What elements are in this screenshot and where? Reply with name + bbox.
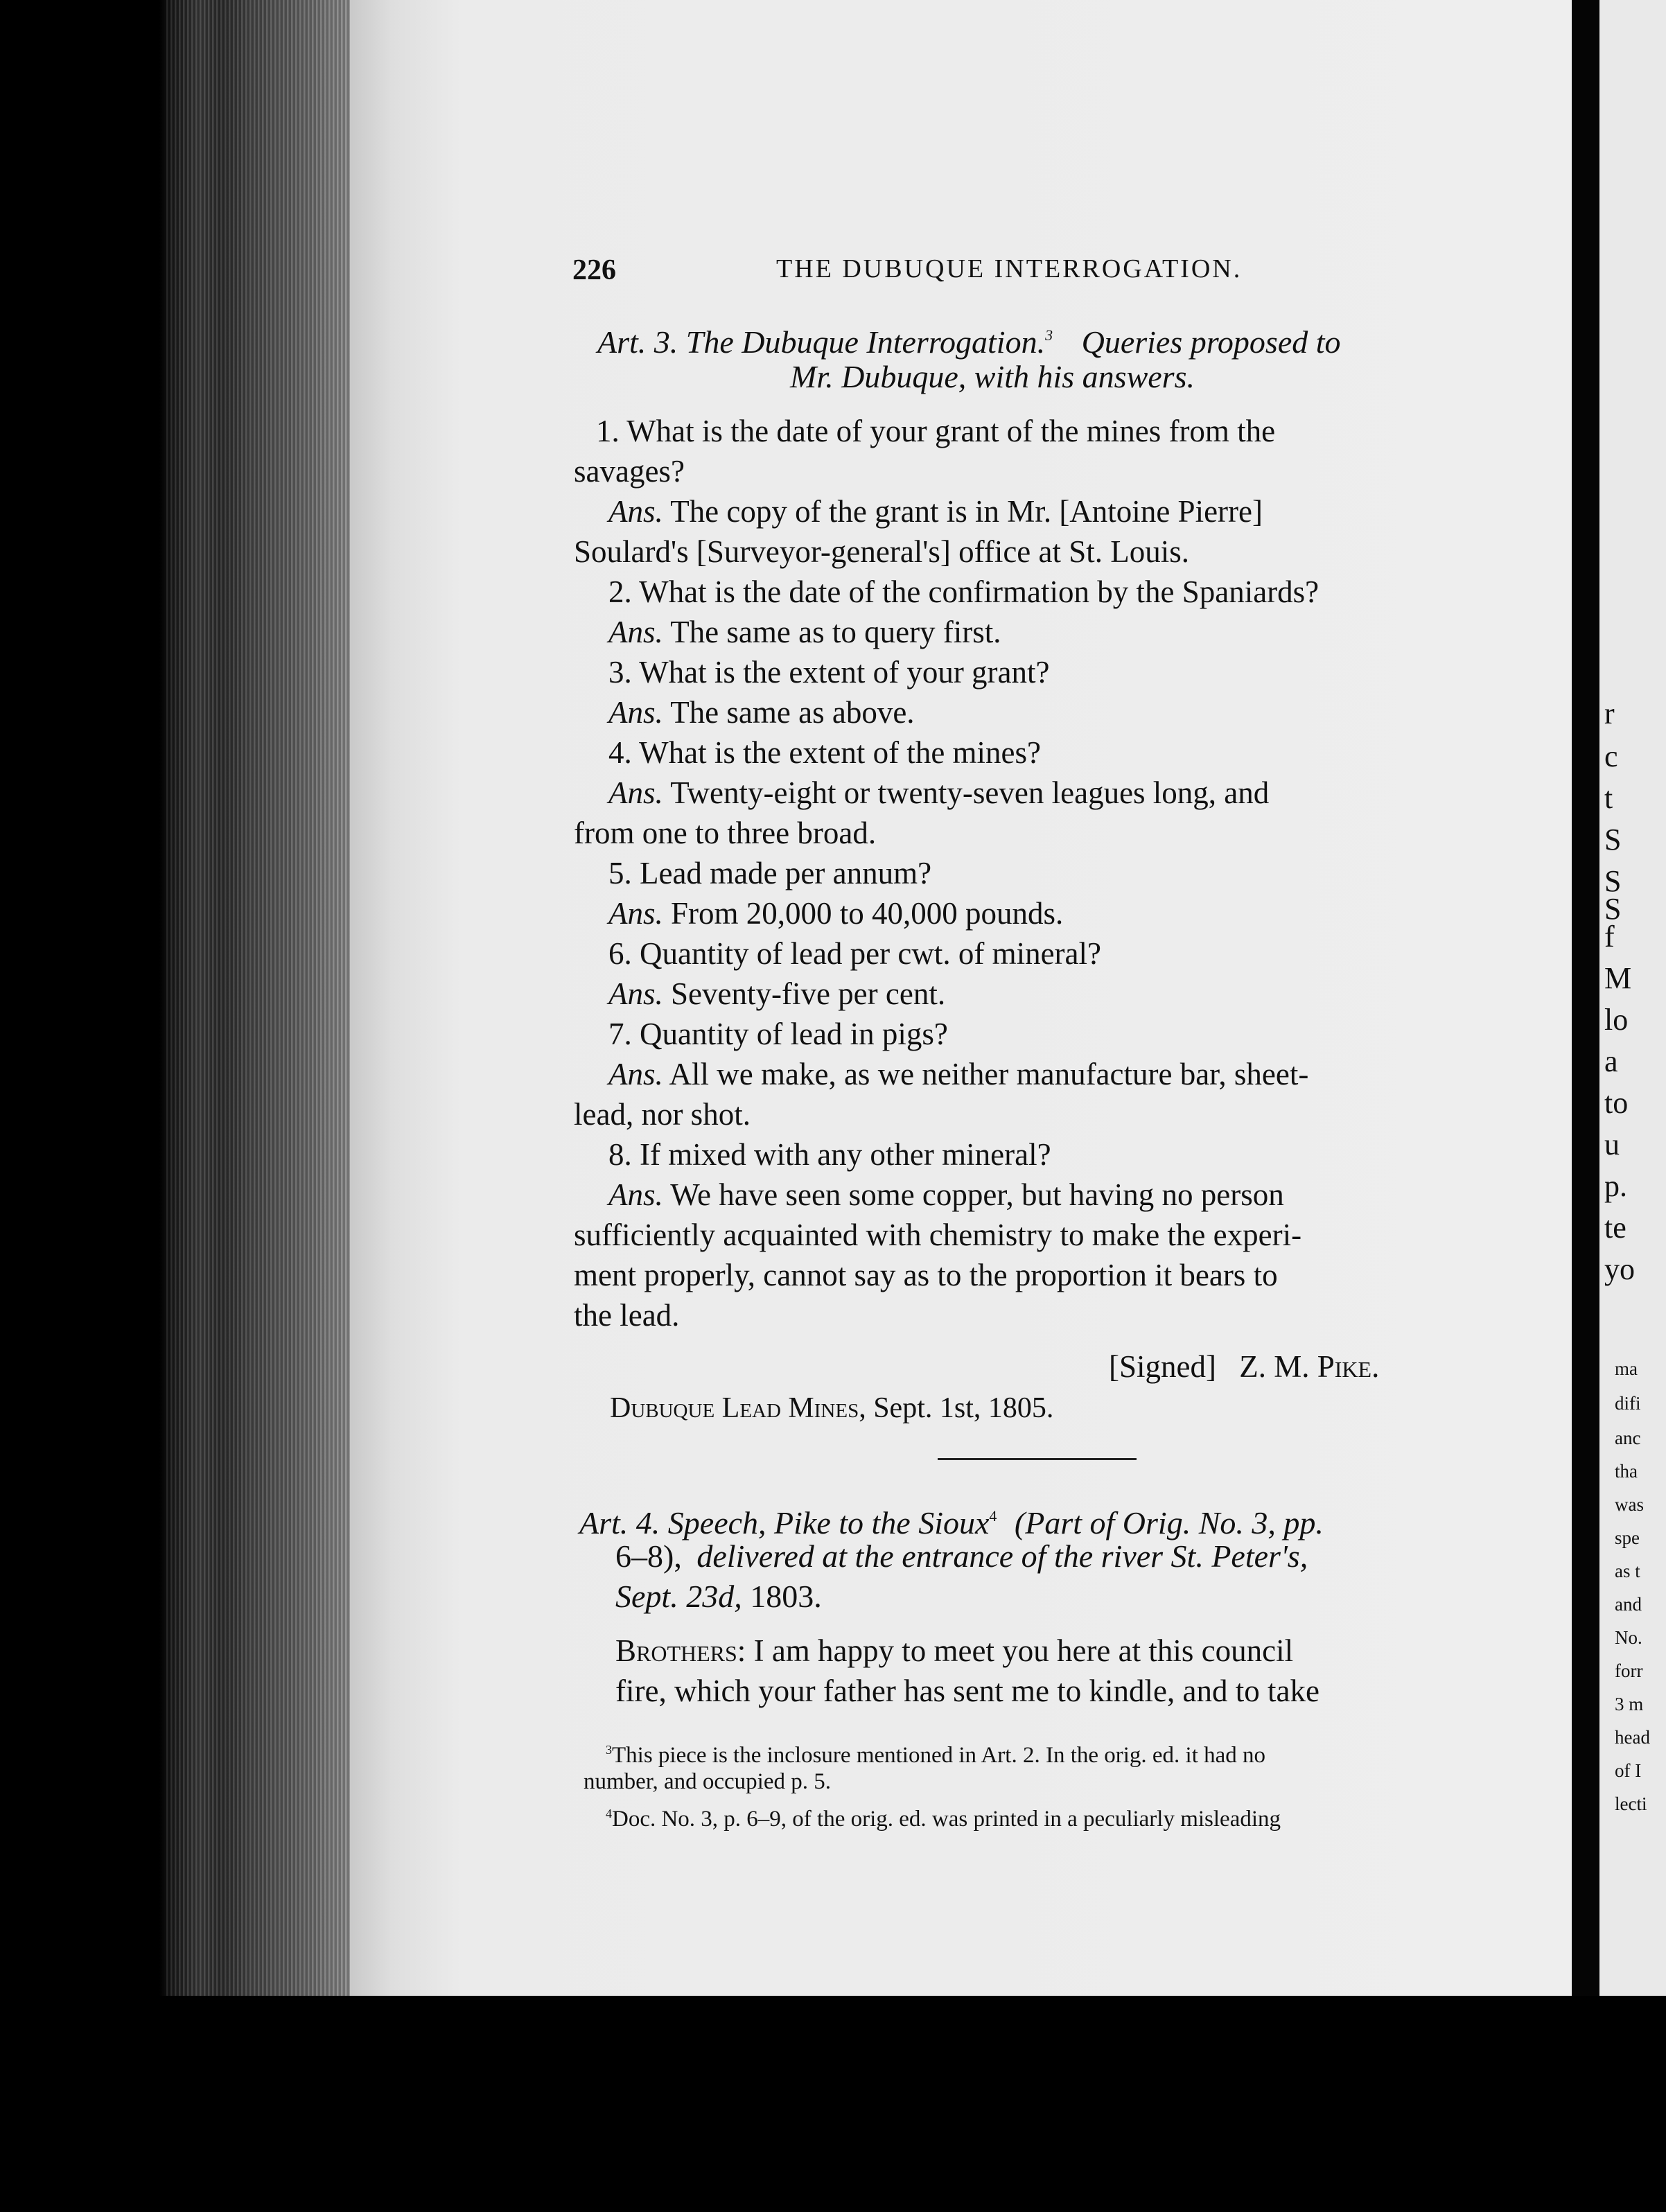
qa-line: 6. Quantity of lead per cwt. of mineral? [608,936,1101,971]
right-page-note: ma [1615,1358,1638,1379]
right-page-note: forr [1615,1660,1643,1681]
art4-heading-line2 [615,1537,1308,1576]
art4-year: 1803. [750,1579,822,1614]
footnote-3-line2: number, and occupied p. 5. [584,1769,831,1794]
qa-line [608,974,945,1013]
right-page-note: was [1615,1494,1644,1515]
speech-lead: Brothers: [615,1633,746,1668]
book-gutter [1572,0,1599,2212]
qa-line: sufficiently acquainted with chemistry to make the experi- [574,1218,1302,1252]
right-page-fragment: r [1604,696,1615,730]
right-page-note: and [1615,1594,1642,1615]
qa-line: lead, nor shot. [574,1097,751,1132]
art3-heading-title: Art. 3. The Dubuque Interrogation. [597,324,1046,360]
ans-label: Ans. [608,1177,663,1212]
footnote-text: This piece is the inclosure mentioned in Art. 2. In the orig. ed. it had no [612,1743,1266,1768]
right-page-note: head [1615,1727,1650,1748]
signature [1109,1347,1379,1386]
scan-border [0,1996,1666,2212]
art4-delivered: delivered at the entrance of the river St. Peter's, [696,1538,1308,1574]
running-title: THE DUBUQUE INTERROGATION. [776,254,1243,283]
right-page-fragment: S [1604,864,1622,898]
right-page-fragment: S [1604,823,1622,857]
right-page-fragment: t [1604,781,1613,815]
right-page-note: tha [1615,1461,1638,1482]
art4-heading-line1 [579,1497,1324,1543]
right-page-note: as t [1615,1561,1640,1581]
page-number: 226 [572,254,616,286]
qa-line: 8. If mixed with any other mineral? [608,1137,1051,1172]
right-page-note: anc [1615,1428,1641,1448]
right-page-fragment: p. [1604,1169,1627,1203]
ans-text: We have seen some copper, but having no person [670,1177,1284,1212]
qa-line: 4. What is the extent of the mines? [608,735,1042,770]
qa-line [608,1055,1308,1094]
ans-label: Ans. [608,976,663,1011]
qa-line [608,693,915,732]
ans-label: Ans. [608,775,663,810]
art4-pages: 6–8), [615,1538,682,1574]
qa-line [608,492,1263,531]
speech-line2: fire, which your father has sent me to kindle, and to take [615,1674,1319,1708]
qa-line: 3. What is the extent of your grant? [608,655,1050,690]
art4-heading-line3 [615,1577,822,1616]
right-page-note: lecti [1615,1793,1647,1814]
art4-source: (Part of Orig. No. 3, pp. [1014,1505,1324,1540]
right-page-fragment: to [1604,1086,1629,1120]
speech-text: I am happy to meet you here at this council [753,1633,1294,1668]
ans-text: From 20,000 to 40,000 pounds. [671,896,1064,931]
qa-line [608,894,1063,933]
right-page-note: of I [1615,1760,1642,1781]
section-divider [938,1458,1137,1460]
qa-line: savages? [574,454,685,489]
ans-text: The same as to query first. [670,615,1001,649]
right-page-fragment: M [1604,961,1632,995]
right-page-fragment: te [1604,1211,1626,1245]
ans-text: Twenty-eight or twenty-seven leagues long, and [670,775,1270,810]
art3-heading-line2: Mr. Dubuque, with his answers. [790,359,1195,394]
ans-text: The copy of the grant is in Mr. [Antoine Pierre] [670,494,1263,529]
right-page-note: 3 m [1615,1694,1644,1714]
dateline-place: Dubuque Lead Mines, [610,1392,866,1424]
right-page-fragment: yo [1604,1252,1635,1286]
art4-title: Art. 4. Speech, Pike to the Sioux [579,1505,990,1540]
qa-line: Soulard's [Surveyor-general's] office at St. Louis. [574,534,1190,569]
signed-label: [Signed] [1109,1349,1216,1384]
qa-line [608,1175,1284,1214]
qa-line [608,613,1001,651]
footnote-ref-3: 3 [1045,326,1053,344]
footnote-ref-4: 4 [989,1507,997,1525]
art3-heading-line1 [597,316,1462,362]
right-page-fragment: S [1604,892,1622,926]
qa-line: ment properly, cannot say as to the proportion it bears to [574,1258,1278,1292]
right-page-note: No. [1615,1627,1642,1648]
ans-text: The same as above. [670,695,915,730]
ans-label: Ans. [608,494,663,529]
qa-line: from one to three broad. [574,816,877,850]
ans-label: Ans. [608,695,663,730]
footnote-mark: 4 [606,1807,612,1820]
right-page-fragment: c [1604,739,1618,773]
art4-date: Sept. 23d, [615,1579,742,1614]
speech-line1 [615,1631,1293,1670]
signer-name: Z. M. Pike. [1239,1349,1380,1384]
qa-line: 2. What is the date of the confirmation by the Spaniards? [608,574,1319,609]
right-page-fragment: f [1604,920,1615,954]
ans-label: Ans. [608,896,663,931]
footnote-4-line1 [606,1798,1281,1835]
footnote-text: Doc. No. 3, p. 6–9, of the orig. ed. was printed in a peculiarly misleading [612,1807,1281,1832]
right-page-fragment: u [1604,1127,1620,1161]
right-page-fragment: a [1604,1044,1618,1078]
ans-text: Seventy-five per cent. [671,976,946,1011]
right-page-note: spe [1615,1527,1640,1548]
page-edges-texture [166,0,360,2212]
qa-line: 5. Lead made per annum? [608,856,932,890]
qa-line: the lead. [574,1298,680,1333]
qa-line [608,773,1269,812]
art3-heading-rest: Queries proposed to [1081,324,1341,360]
footnote-mark: 3 [606,1743,612,1757]
ans-label: Ans. [608,1057,663,1091]
ans-text: All we make, as we neither manufacture bar, sheet- [669,1057,1309,1091]
ans-label: Ans. [608,615,663,649]
dateline [610,1389,1053,1428]
qa-line: 7. Quantity of lead in pigs? [608,1017,948,1051]
qa-line: 1. What is the date of your grant of the mines from the [596,414,1276,448]
right-page-note: difi [1615,1393,1641,1414]
right-page-fragment: lo [1604,1003,1629,1037]
dateline-date: Sept. 1st, 1805. [873,1392,1054,1424]
